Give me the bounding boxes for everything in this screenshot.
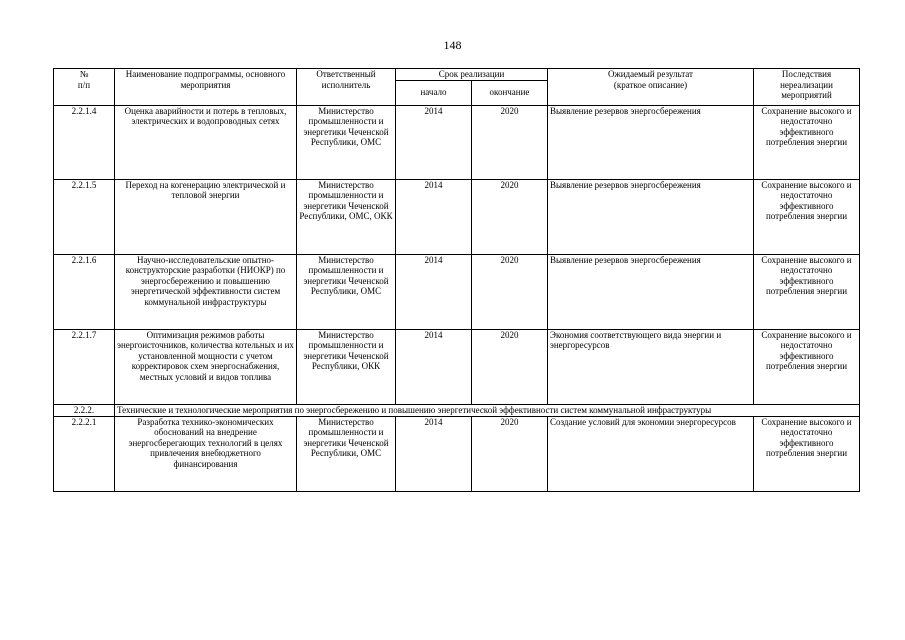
table-row [54, 329, 860, 404]
table-row [54, 416, 860, 491]
row-executor: Министерство промышленности и энергетики Чеченской Республики, ОМС [297, 254, 396, 329]
row-result: Выявление резервов энергосбережения [548, 105, 754, 179]
row-executor: Министерство промышленности и энергетики Чеченской Республики, ОМС [297, 416, 396, 491]
row-result: Создание условий для экономии энергоресурсов [548, 416, 754, 491]
header-executor: Ответственный исполнитель [297, 69, 396, 106]
header-consequences: Последствия нереализации мероприятий [754, 69, 860, 106]
row-consequences: Сохранение высокого и недостаточно эффективного потребления энергии [754, 329, 860, 404]
row-end: 2020 [472, 105, 548, 179]
row-result: Выявление резервов энергосбережения [548, 254, 754, 329]
section-num: 2.2.2. [54, 404, 115, 416]
row-num: 2.2.1.4 [54, 105, 115, 179]
row-start: 2014 [396, 329, 472, 404]
header-end: окончание [472, 80, 548, 105]
row-name: Разработка технико-экономических обоснований на внедрение энергосберегающих технологий в целях привлечения внебюджетного финансирования [115, 416, 297, 491]
page-number: 148 [443, 38, 462, 52]
row-name: Научно-исследовательские опытно-конструкторские разработки (НИОКР) по энергосбережению и повышению энергетической эффективности систем коммунальной инфраструктуры [115, 254, 297, 329]
header-result: Ожидаемый результат (краткое описание) [548, 69, 754, 106]
table-row [54, 179, 860, 254]
row-end: 2020 [472, 416, 548, 491]
row-executor: Министерство промышленности и энергетики Чеченской Республики, ОМС, ОКК [297, 179, 396, 254]
row-start: 2014 [396, 105, 472, 179]
table-row [54, 254, 860, 329]
row-name: Оценка аварийности и потерь в тепловых, электрических и водопроводных сетях [115, 105, 297, 179]
row-consequences: Сохранение высокого и недостаточно эффективного потребления энергии [754, 416, 860, 491]
row-executor: Министерство промышленности и энергетики Чеченской Республики, ОМС [297, 105, 396, 179]
row-result: Выявление резервов энергосбережения [548, 179, 754, 254]
header-period: Срок реализации [396, 69, 548, 81]
section-row [54, 404, 860, 416]
row-end: 2020 [472, 179, 548, 254]
row-num: 2.2.1.6 [54, 254, 115, 329]
row-start: 2014 [396, 179, 472, 254]
row-num: 2.2.1.5 [54, 179, 115, 254]
header-start: начало [396, 80, 472, 105]
row-consequences: Сохранение высокого и недостаточно эффективного потребления энергии [754, 254, 860, 329]
row-executor: Министерство промышленности и энергетики Чеченской Республики, ОКК [297, 329, 396, 404]
row-consequences: Сохранение высокого и недостаточно эффективного потребления энергии [754, 179, 860, 254]
row-num: 2.2.2.1 [54, 416, 115, 491]
header-num: № п/п [54, 69, 115, 106]
row-end: 2020 [472, 254, 548, 329]
row-num: 2.2.1.7 [54, 329, 115, 404]
row-start: 2014 [396, 416, 472, 491]
row-name: Оптимизация режимов работы энергоисточников, количества котельных и их установленной мощности с учетом корректировок схем энергоснабжения, местных условий и видов топлива [115, 329, 297, 404]
row-result: Экономия соответствующего вида энергии и энергоресурсов [548, 329, 754, 404]
section-title: Технические и технологические мероприятия по энергосбережению и повышению энергетической эффективности систем коммунальной инфраструктуры [115, 404, 860, 416]
row-name: Переход на когенерацию электрической и тепловой энергии [115, 179, 297, 254]
header-name: Наименование подпрограммы, основного мероприятия [115, 69, 297, 106]
row-end: 2020 [472, 329, 548, 404]
row-consequences: Сохранение высокого и недостаточно эффективного потребления энергии [754, 105, 860, 179]
table-row [54, 105, 860, 179]
measures-table [53, 68, 860, 492]
row-start: 2014 [396, 254, 472, 329]
